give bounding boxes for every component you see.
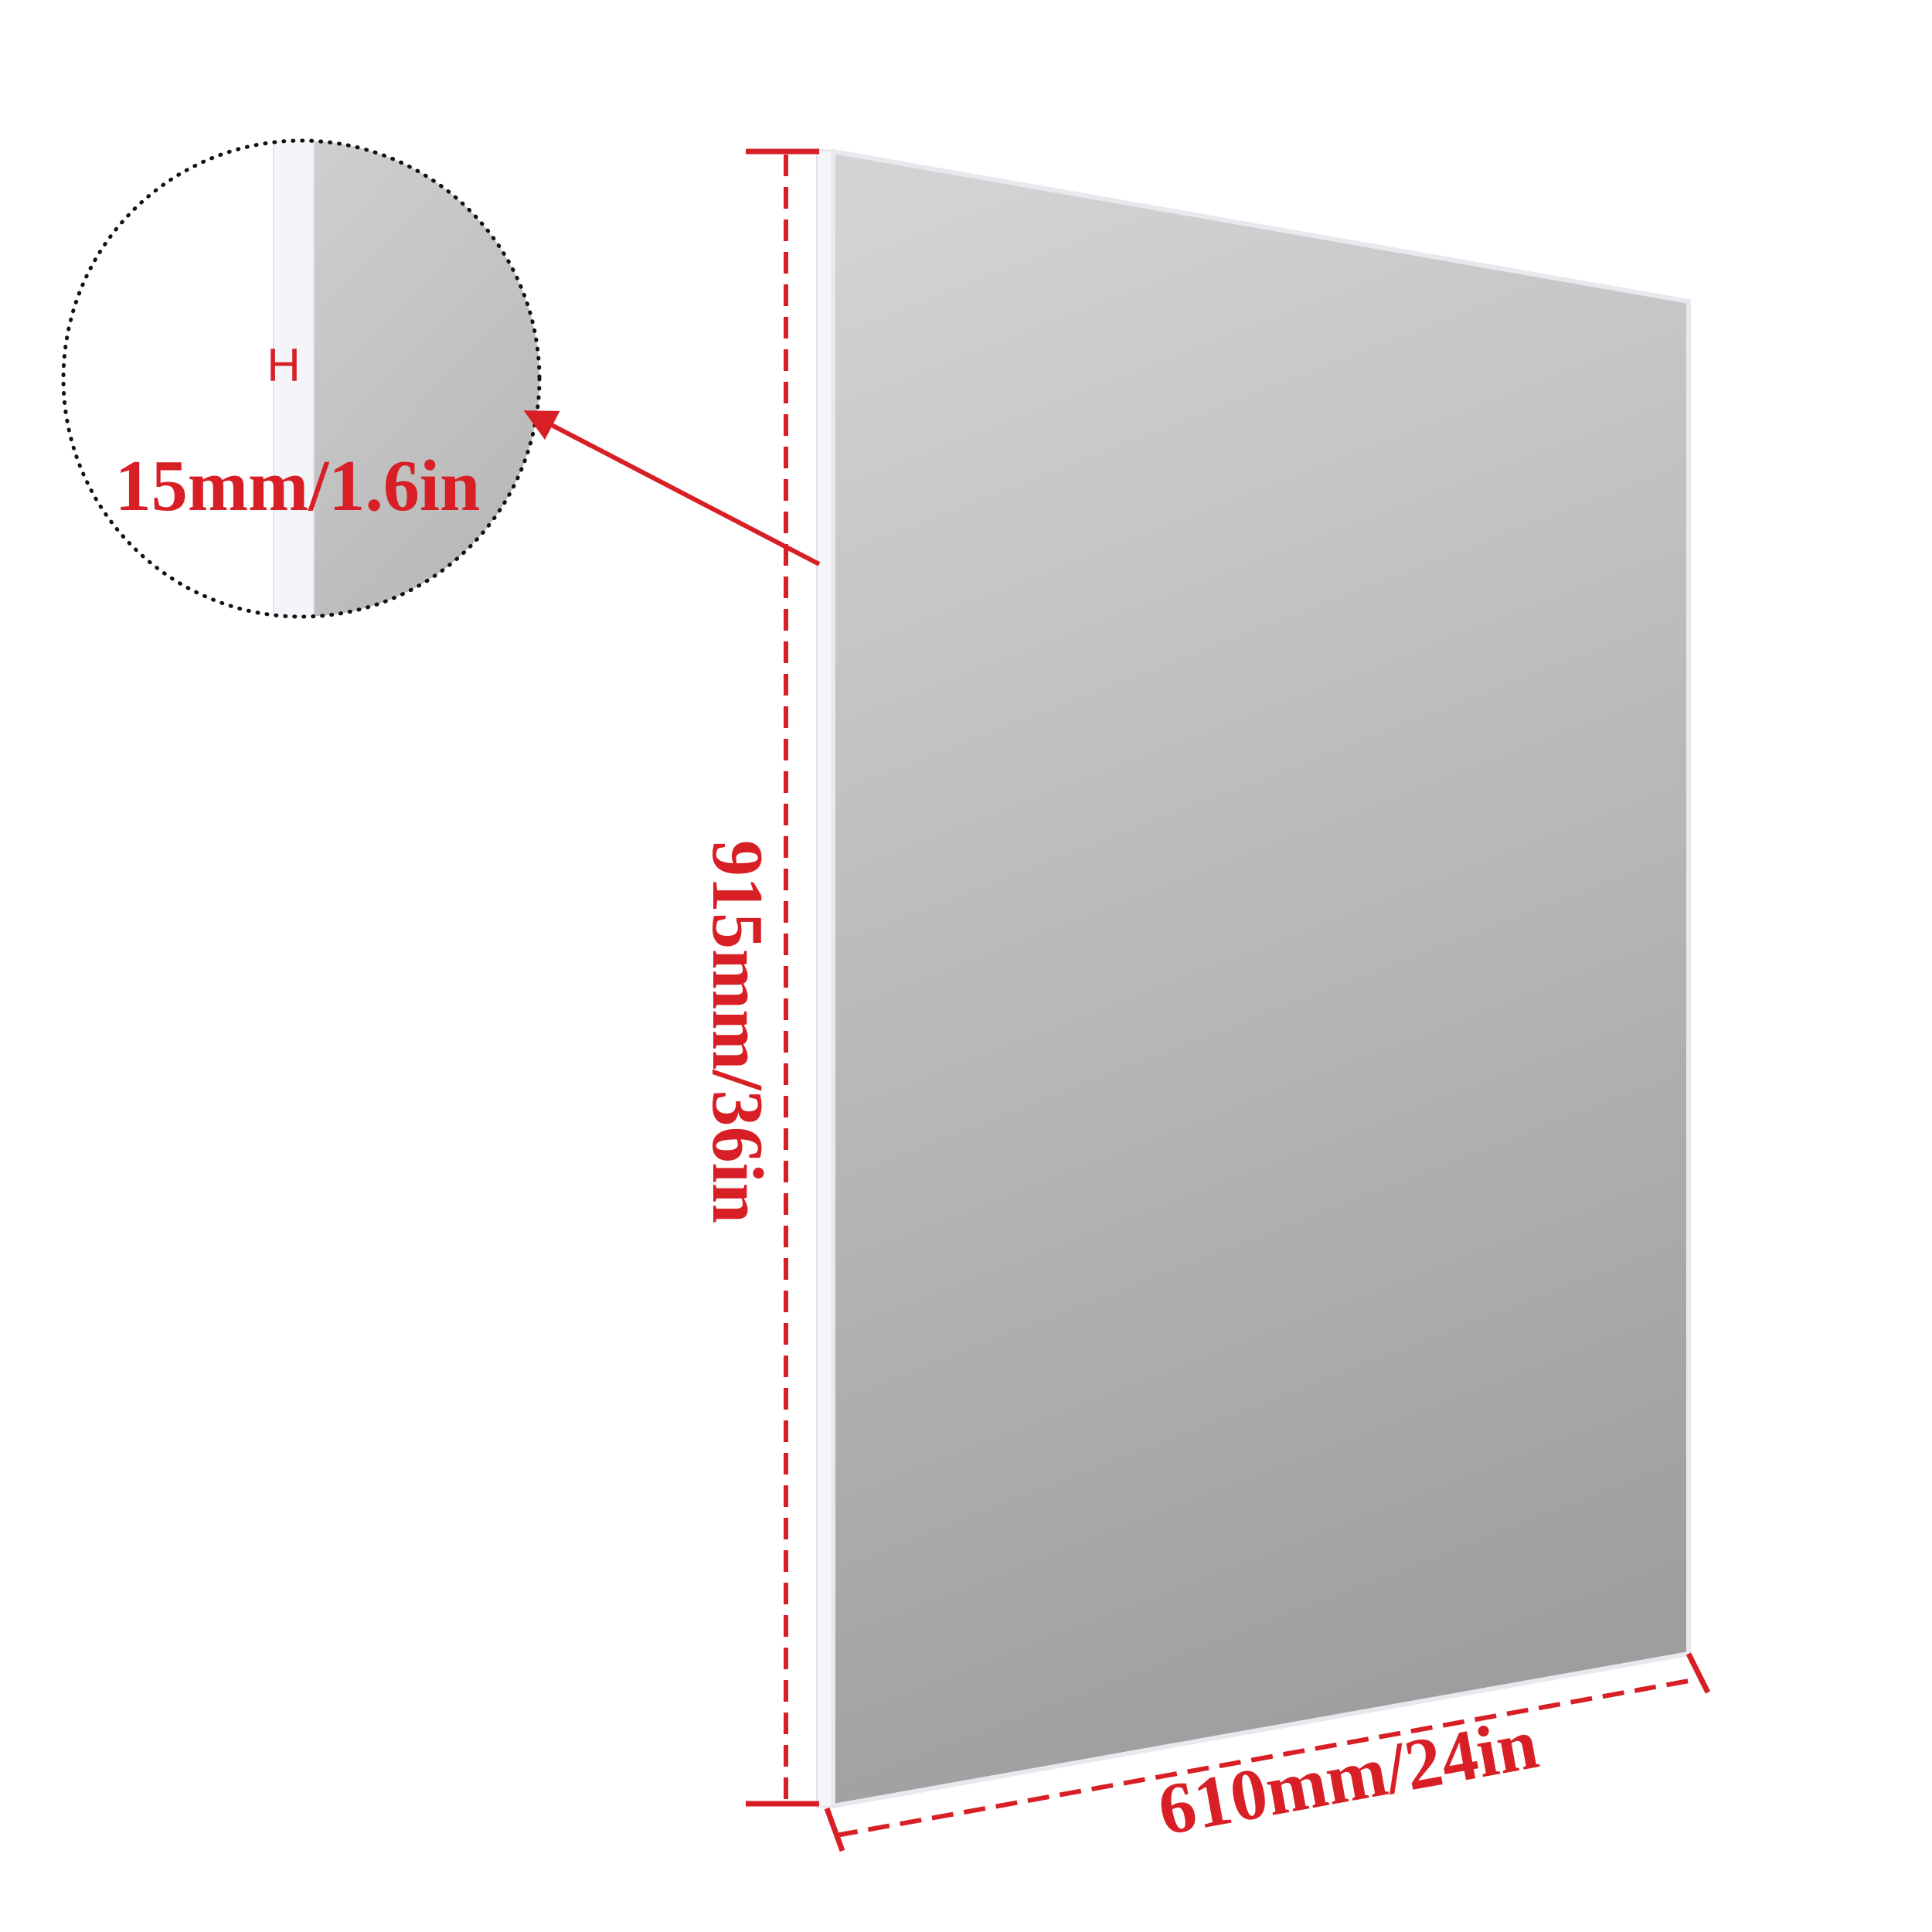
- thickness-label: 15mm/1.6in: [114, 446, 481, 526]
- thickness-marker: H: [267, 339, 301, 391]
- detail-panel-face: [314, 139, 546, 618]
- panel-face: [833, 151, 1689, 1806]
- thickness-detail-callout: [62, 139, 546, 618]
- height-label: 915mm/36in: [697, 839, 777, 1224]
- width-label: 610mm/24in: [1152, 1702, 1544, 1852]
- arrow-icon: [529, 413, 819, 564]
